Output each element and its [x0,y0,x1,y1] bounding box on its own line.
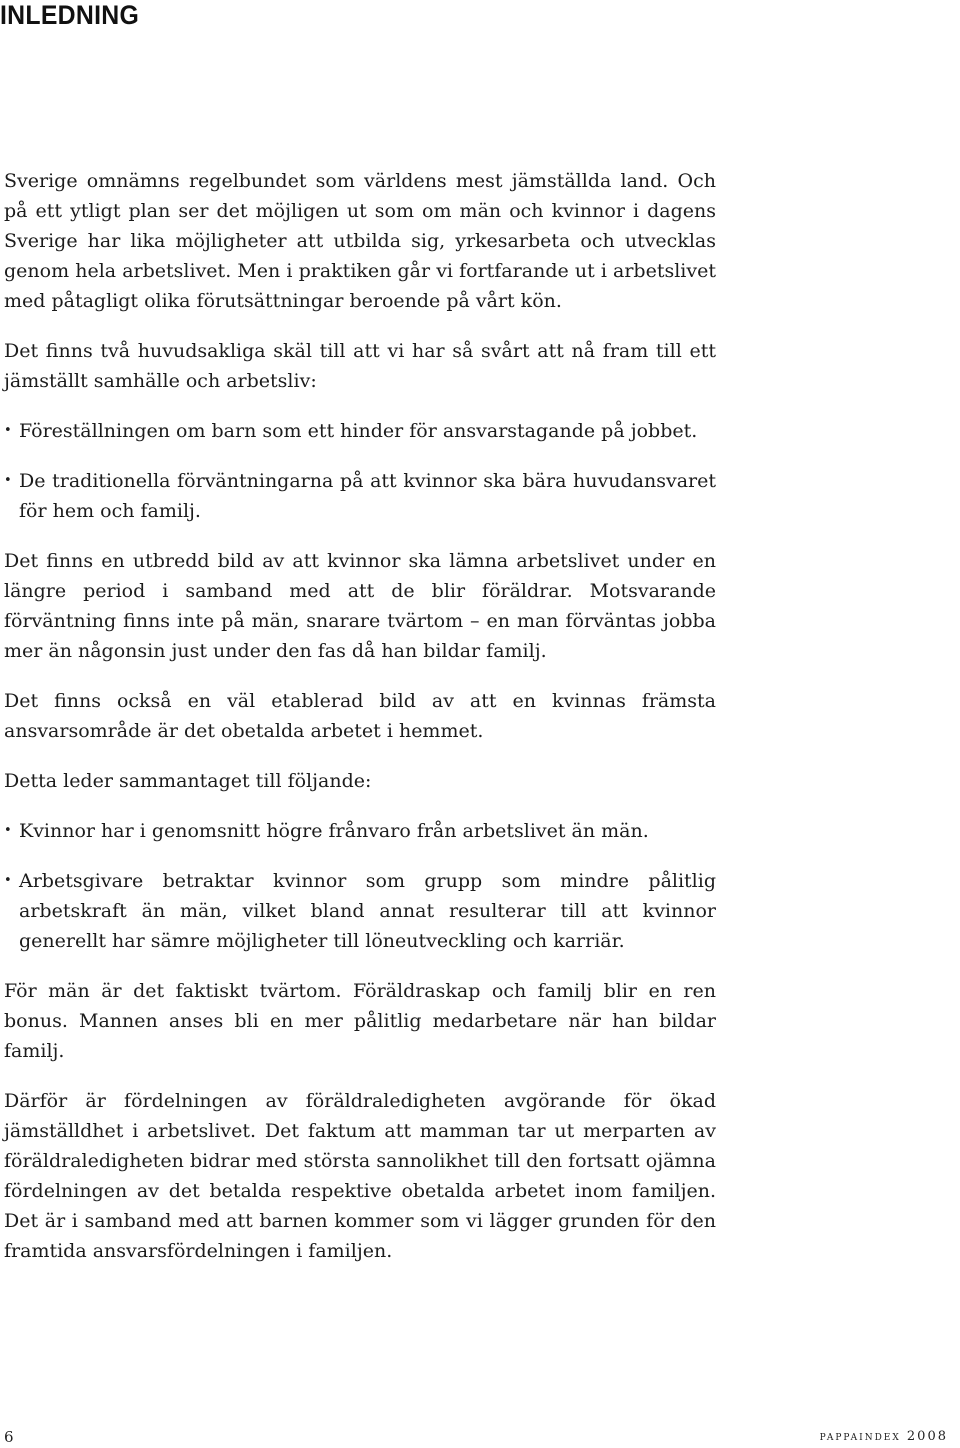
running-footer: pappaindex 2008 [819,1429,948,1444]
bullet-icon: • [4,823,12,838]
bullet-item [4,816,716,846]
bullet-icon: • [4,473,12,488]
bullet-text: Arbetsgivare betraktar kvinnor som grupp som mindre pålitlig arbetskraft än män, vilket bland annat resulterar till att kvinnor generellt har sämre möjligheter till löneutveckling och karriär. [19,870,716,952]
bullet-text: Föreställningen om barn som ett hinder för ansvarstagande på jobbet. [19,420,698,442]
paragraph-conclusion: Därför är fördelningen av föräldraledigheten avgörande för ökad jämställdhet i arbetslivet. Det faktum att mamman tar ut merparten av föräldraledigheten bidrar med största sannolikhet till den fortsatt ojämna fördelningen av det betalda respektive obetalda arbetet inom familjen. Det är i samband med att barnen kommer som vi lägger grunden för den framtida ansvarsfördelningen i familjen. [4,1090,716,1262]
paragraph-expectations: Det finns en utbredd bild av att kvinnor ska lämna arbetslivet under en längre period i samband med att de blir föräldrar. Motsvarande förväntning finns inte på män, snarare tvärtom – en man förväntas jobba mer än någonsin just under den fas då han bildar familj. [4,550,716,662]
bullet-text: De traditionella förväntningarna på att kvinnor ska bära huvudansvaret för hem och familj. [19,470,716,522]
paragraph-intro: Sverige omnämns regelbundet som världens mest jämställda land. Och på ett ytligt plan ser det möjligen ut som om män och kvinnor i dagens Sverige har lika möjligheter att utbilda sig, yrkesarbeta och utvecklas genom hela arbetslivet. Men i praktiken går vi fortfarande ut i arbetslivet med påtagligt olika förutsättningar beroende på vårt kön. [4,170,716,312]
paragraph-men: För män är det faktiskt tvärtom. Föräldraskap och familj blir en ren bonus. Mannen anses bli en mer pålitlig medarbetare när han bildar familj. [4,980,716,1062]
body-text [4,166,716,1266]
paragraph-home: Det finns också en väl etablerad bild av att en kvinnas främsta ansvarsområde är det obetalda arbetet i hemmet. [4,690,716,742]
bullet-text: Kvinnor har i genomsnitt högre frånvaro från arbetslivet än män. [19,820,649,842]
paragraph-summary: Detta leder sammantaget till följande: [4,770,372,792]
bullet-item [4,866,716,956]
page-title: INLEDNING [0,0,140,30]
bullet-item [4,466,716,526]
bullet-icon: • [4,873,12,888]
bullet-icon: • [4,423,12,438]
bullet-item [4,416,716,446]
paragraph-reasons: Det finns två huvudsakliga skäl till att vi har så svårt att nå fram till ett jämställt samhälle och arbetsliv: [4,340,716,392]
page-number: 6 [4,1428,14,1446]
